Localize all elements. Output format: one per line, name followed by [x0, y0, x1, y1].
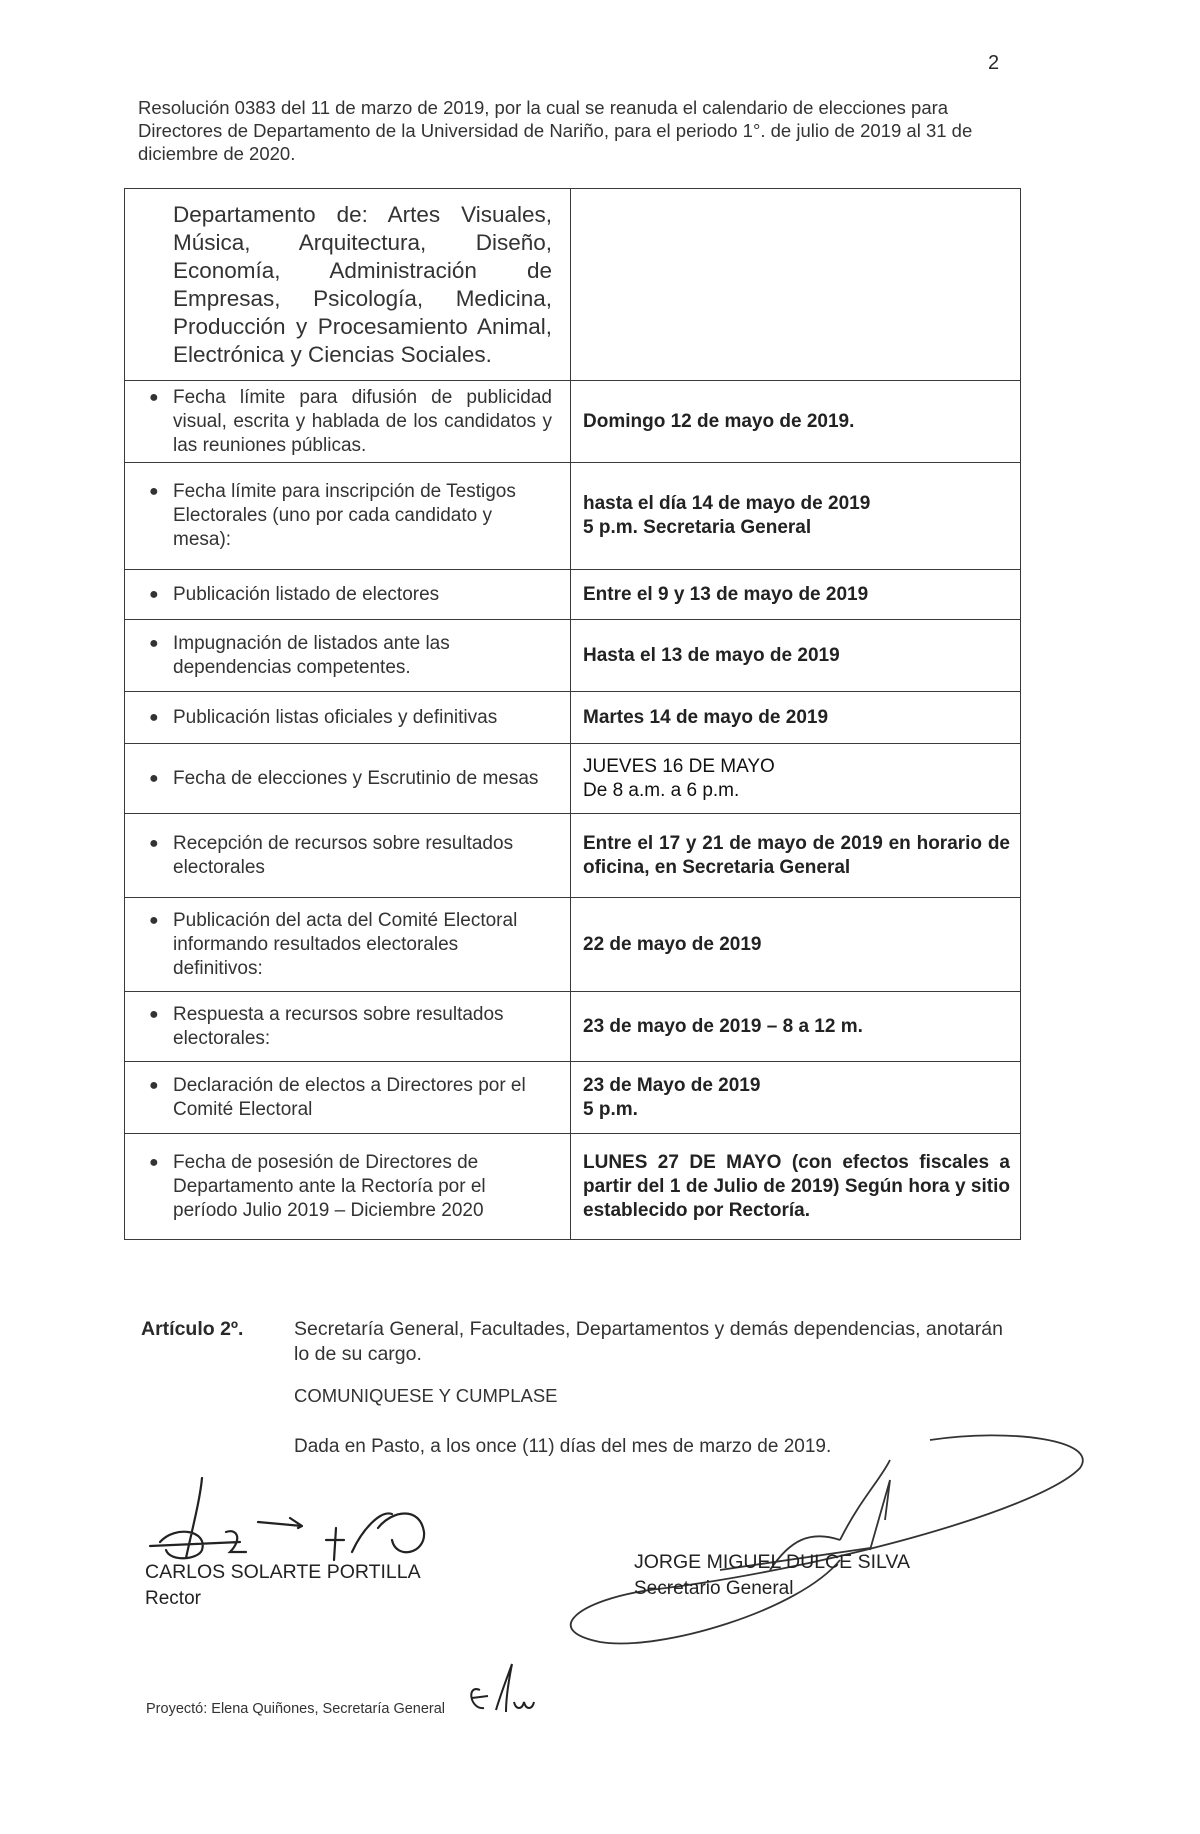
article-text: Secretaría General, Facultades, Departamentos y demás dependencias, anotarán lo de su cargo. — [294, 1318, 1003, 1365]
table-row-departments — [125, 189, 1021, 381]
table-row — [125, 381, 1021, 463]
table-row — [125, 463, 1021, 570]
closing-formula: COMUNIQUESE Y CUMPLASE — [294, 1385, 558, 1406]
date-text: 22 de mayo de 2019 — [583, 933, 762, 955]
resolution-header: Resolución 0383 del 11 de marzo de 2019, por la cual se reanuda el calendario de elecciones para Directores de Departamento de la Universidad de Nariño, para el periodo 1°. de julio de 2019 al 31 de diciembre de 2020. — [138, 97, 973, 164]
date-text: Entre el 17 y 21 de mayo de 2019 en horario de oficina, en Secretaria General — [583, 832, 1010, 878]
election-calendar-table — [124, 188, 1021, 1240]
bullet-icon: ● — [149, 1153, 159, 1171]
date-text: 23 de Mayo de 2019 — [583, 1074, 761, 1096]
date-text-detail: 5 p.m. — [583, 1098, 638, 1120]
bullet-icon: ● — [149, 585, 159, 603]
table-row — [125, 898, 1021, 992]
rector-name: CARLOS SOLARTE PORTILLA — [145, 1561, 421, 1583]
bullet-icon: ● — [149, 1076, 159, 1094]
table-row — [125, 620, 1021, 692]
bullet-icon: ● — [149, 388, 159, 406]
page-number: 2 — [988, 52, 1000, 74]
secretary-name: JORGE MIGUEL DULCE SILVA — [634, 1551, 910, 1573]
date-text: LUNES 27 DE MAYO (con efectos fiscales a partir del 1 de Julio de 2019) Según hora y sitio establecido por Rectoría. — [583, 1151, 1010, 1221]
date-text: hasta el día 14 de mayo de 2019 — [583, 493, 871, 514]
table-row — [125, 692, 1021, 744]
date-text: Hasta el 13 de mayo de 2019 — [583, 644, 840, 666]
rector-signature — [130, 1470, 460, 1565]
secretary-title: Secretario General — [634, 1578, 794, 1599]
table-row — [125, 1062, 1021, 1134]
initials-signature — [462, 1660, 542, 1720]
bullet-icon: ● — [149, 911, 159, 929]
table-row — [125, 992, 1021, 1062]
drafted-by-note: Proyectó: Elena Quiñones, Secretaría General — [146, 1701, 446, 1717]
activity-text: Declaración de electos a Directores por el Comité Electoral — [173, 1074, 526, 1120]
date-text: JUEVES 16 DE MAYO — [583, 755, 775, 777]
bullet-icon: ● — [149, 708, 159, 726]
table-row — [125, 744, 1021, 814]
activity-text: Fecha límite para inscripción de Testigos Electorales (uno por cada candidato y mesa): — [173, 481, 516, 550]
bullet-icon: ● — [149, 634, 159, 652]
date-text-detail: De 8 a.m. a 6 p.m. — [583, 779, 740, 801]
date-text: Entre el 9 y 13 de mayo de 2019 — [583, 583, 869, 605]
activity-text: Publicación listado de electores — [173, 583, 440, 605]
table-row — [125, 1134, 1021, 1240]
activity-text: Fecha límite para difusión de publicidad visual, escrita y hablada de los candidatos y las reuniones públicas. — [173, 386, 552, 456]
given-at-text: Dada en Pasto, a los once (11) días del mes de marzo de 2019. — [294, 1436, 832, 1457]
bullet-icon: ● — [149, 483, 159, 500]
table-row — [125, 570, 1021, 620]
date-text: Domingo 12 de mayo de 2019. — [583, 410, 855, 432]
rector-title: Rector — [145, 1588, 201, 1609]
table-row — [125, 814, 1021, 898]
article-label: Artículo 2º. — [141, 1318, 244, 1340]
activity-text: Recepción de recursos sobre resultados electorales — [173, 832, 514, 878]
date-text: Martes 14 de mayo de 2019 — [583, 706, 829, 728]
activity-text: Fecha de posesión de Directores de Departamento ante la Rectoría por el período Julio 2019 – Diciembre 2020 — [173, 1151, 486, 1221]
bullet-icon: ● — [149, 834, 159, 852]
activity-text: Impugnación de listados ante las dependencias competentes. — [173, 632, 450, 678]
activity-text: Publicación listas oficiales y definitivas — [173, 706, 498, 728]
activity-text: Respuesta a recursos sobre resultados electorales: — [173, 1003, 504, 1049]
date-text-detail: 5 p.m. Secretaria General — [583, 517, 812, 538]
department-list: Departamento de: Artes Visuales, Música, Arquitectura, Diseño, Economía, Administración de Empresas, Psicología, Medicina, Producción y Procesamiento Animal, Electrónica y Ciencias Sociales. — [173, 201, 552, 367]
bullet-icon: ● — [149, 1005, 159, 1023]
activity-text: Publicación del acta del Comité Electoral informando resultados electorales definitivos: — [173, 909, 518, 979]
date-text: 23 de mayo de 2019 – 8 a 12 m. — [583, 1015, 863, 1037]
bullet-icon: ● — [149, 769, 159, 787]
secretary-signature — [540, 1420, 1100, 1650]
activity-text: Fecha de elecciones y Escrutinio de mesas — [173, 767, 539, 789]
